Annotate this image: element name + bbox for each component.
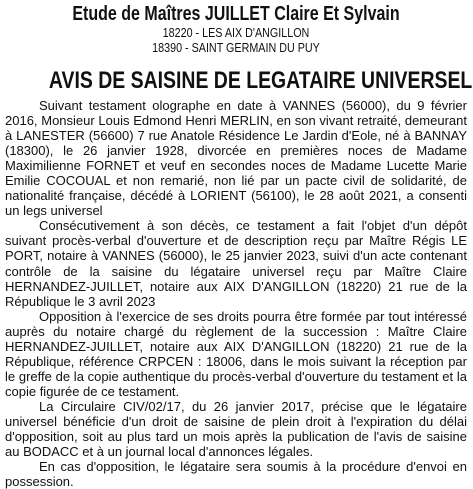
notice-body: [5, 98, 467, 489]
office-address-line: 18220 - LES AIX D'ANGILLON: [162, 26, 310, 40]
notice-paragraph: Suivant testament olographe en date à VANNES (56000), du 9 février 2016, Monsieur Louis Edmond Henri MERLIN, en son vivant retraité, demeurant à LANESTER (56600) 7 rue Anatole Résidence Le Jardin d'Eole, né à BANNAY (18300), le 26 janvier 1928, divorcée en premières noces de Madame Maximilienne FORNET et veuf en secondes noces de Madame Lucette Marie Emilie COCOUAL et non remarié, non lié par un pacte civil de solidarité, de nationalité française, décédé à LORIENT (56100), le 28 août 2021, a consenti un legs universel: [5, 98, 467, 219]
notice-paragraph: En cas d'opposition, le légataire sera soumis à la procédure d'envoi en possession.: [5, 459, 467, 489]
notice-paragraph: La Circulaire CIV/02/17, du 26 janvier 2017, précise que le légataire universel bénéficie d'un droit de saisine de plein droit à l'expiration du délai d'opposition, soit au plus tard un mois après la publication de l'avis de saisine au BODACC et à un journal local d'annonces légales.: [5, 398, 467, 460]
notary-office-name: Etude de Maîtres JUILLET Claire Et Sylvain: [72, 3, 400, 25]
notary-office-header: [5, 0, 467, 56]
notice-paragraph: Opposition à l'exercice de ses droits pourra être formée par tout intéressé auprès du notaire chargé du règlement de la succession : Maître Claire HERNANDEZ-JUILLET, notaire aux AIX D'ANGILLON (18220) 21 rue de la République, référence CRPCEN : 18006, dans le mois suivant la réception par le greffe de la copie authentique du procès-verbal d'ouverture du testament et la copie figurée de ce testament.: [5, 308, 467, 399]
office-address-line: 18390 - SAINT GERMAIN DU PUY: [152, 41, 320, 55]
notice-paragraph: Consécutivement à son décès, ce testament a fait l'objet d'un dépôt suivant procès-verbal d'ouverture et de description reçu par Maître Régis LE PORT, notaire à VANNES (56000), le 25 janvier 2023, suivi d'un acte contenant contrôle de la saisine du légataire universel reçu par Maître Claire HERNANDEZ-JUILLET, notaire aux AIX D'ANGILLON (18220) 21 rue de la République le 3 avril 2023: [5, 218, 467, 309]
notice-title: AVIS DE SAISINE DE LEGATAIRE UNIVERSEL: [48, 67, 473, 94]
